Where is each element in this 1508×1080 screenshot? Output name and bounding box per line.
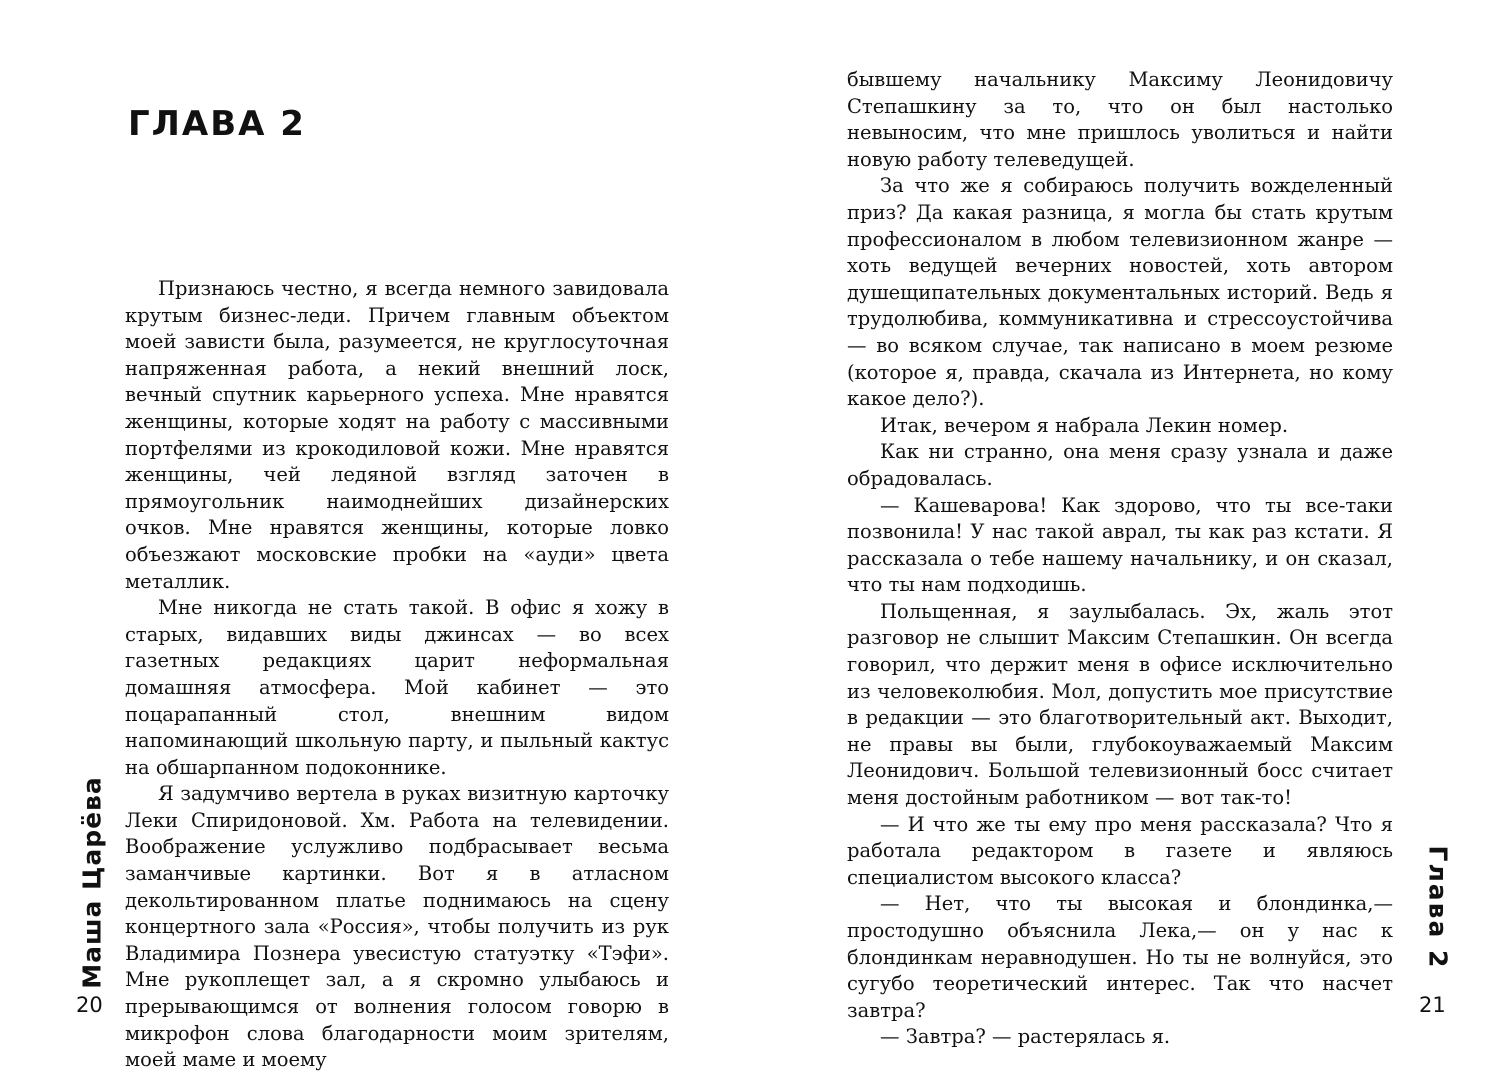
paragraph: Как ни странно, она меня сразу узнала и даже обрадовалась. (847, 440, 1393, 490)
paragraph: Признаюсь честно, я всегда немного завидовала крутым бизнес-леди. Причем главным объектом моей зависти была, разумеется, не круглосуточная напряженная работа, а некий внешний лоск, вечный спутник карьерного успеха. Мне нравятся женщины, которые ходят на работу с массивными портфелями из крокодиловой кожи. Мне нравятся женщины, чей ледяной взгляд заточен в прямоугольник наимоднейших дизайнерских очков. Мне нравятся женщины, которые ловко объезжают московские пробки на «ауди» цвета металлик. (125, 277, 669, 593)
paragraph: — И что же ты ему про меня рассказала? Что я работала редактором в газете и являюсь специалистом высокого класса? (847, 812, 1393, 889)
running-head-author (72, 762, 112, 1002)
paragraph: — Завтра? — растерялась я. (880, 1025, 1171, 1049)
right-page (754, 0, 1508, 1080)
paragraph: — Нет, что ты высокая и блондинка,— простодушно объяснила Лека,— он у нас к блондинкам неравнодушен. Но ты не волнуйся, это сугубо теоретический интерес. Так что насчет завтра? (847, 892, 1393, 1022)
paragraph: За что же я собираюсь получить вожделенный приз? Да какая разница, я могла бы стать крутым профессионалом в любом телевизионном жанре — хоть ведущей вечерних новостей, хоть автором душещипательных документальных историй. Ведь я трудолюбива, коммуникативна и стрессоустойчива — во всяком случае, так написано в моем резюме (которое я, правда, скачала из Интернета, но кому какое дело?). (847, 174, 1393, 411)
running-head-chapter (1418, 832, 1458, 982)
page-number-left: 20 (76, 993, 103, 1017)
right-body-text (847, 67, 1393, 1051)
paragraph: Мне никогда не стать такой. В офис я хожу в старых, видавших виды джинсах — во всех газетных редакциях царит неформальная домашняя атмосфера. Мой кабинет — это поцарапанный стол, внешним видом напоминающий школьную парту, и пыльный кактус на обшарпанном подоконнике. (125, 596, 669, 779)
paragraph-continuation: бывшему начальнику Максиму Леонидовичу Степашкину за то, что он был настолько невыносим, что мне пришлось уволиться и найти новую работу телеведущей. (847, 68, 1393, 171)
chapter-label: Глава 2 (1423, 845, 1453, 969)
paragraph: Польщенная, я заулыбалась. Эх, жаль этот разговор не слышит Максим Степашкин. Он всегда говорил, что держит меня в офисе исключительно из человеколюбия. Мол, допустить мое присутствие в редакции — это благотворительный акт. Выходит, не правы вы были, глубокоуважаемый Максим Леонидович. Большой телевизионный босс считает меня достойным работником — вот так-то! (847, 599, 1393, 810)
page-number-right: 21 (1419, 993, 1446, 1017)
author-name: Маша Царёва (77, 775, 107, 989)
left-body-text (125, 276, 669, 1074)
paragraph: Я задумчиво вертела в руках визитную карточку Леки Спиридоновой. Хм. Работа на телевидении. Воображение услужливо подбрасывает весьма заманчивые картинки. Вот я в атласном декольтированном платье поднимаюсь на сцену концертного зала «Россия», чтобы получить из рук Владимира Познера увесистую статуэтку «Тэфи». Мне рукоплещет зал, а я скромно улыбаюсь и прерывающимся от волнения голосом говорю в микрофон слова благодарности моим зрителям, моей маме и моему (125, 782, 669, 1072)
paragraph: Итак, вечером я набрала Лекин номер. (880, 413, 1289, 437)
chapter-heading: ГЛАВА 2 (128, 104, 306, 144)
paragraph: — Кашеварова! Как здорово, что ты все-таки позвонила! У нас такой аврал, ты как раз кстати. Я рассказала о тебе нашему начальнику, и он сказал, что ты нам подходишь. (847, 493, 1393, 597)
